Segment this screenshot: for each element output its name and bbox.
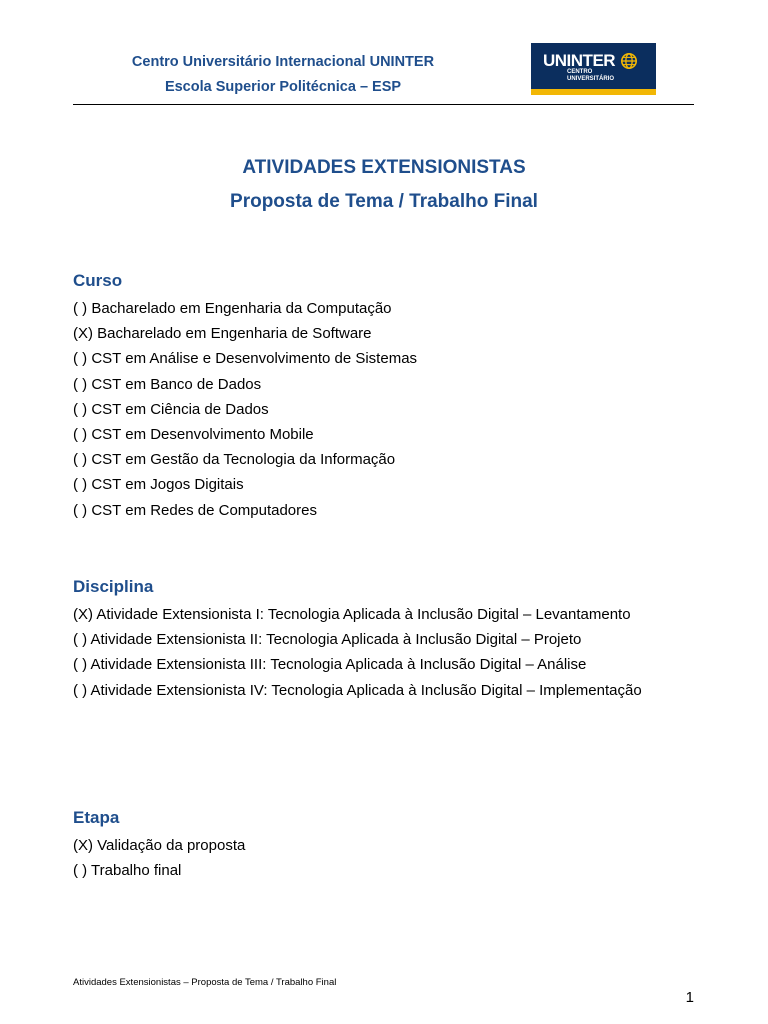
logo-wordmark: UNINTER — [543, 51, 616, 70]
footer-text: Atividades Extensionistas – Proposta de Tema / Trabalho Final — [73, 977, 337, 988]
curso-item: ( ) CST em Gestão da Tecnologia da Informação — [73, 451, 396, 469]
curso-item: ( ) CST em Banco de Dados — [73, 375, 262, 393]
curso-item: ( ) CST em Redes de Computadores — [73, 501, 317, 519]
disciplina-item: ( ) Atividade Extensionista III: Tecnologia Aplicada à Inclusão Digital – Análise — [73, 656, 587, 674]
curso-item: ( ) Bacharelado em Engenharia da Computação — [73, 300, 392, 317]
disciplina-list — [73, 602, 642, 703]
logo-subtitle: CENTRO UNIVERSITÁRIO — [567, 69, 615, 82]
curso-item: ( ) CST em Ciência de Dados — [73, 400, 269, 418]
disciplina-item: ( ) Atividade Extensionista II: Tecnologia Aplicada à Inclusão Digital – Projeto — [73, 631, 582, 649]
curso-item: ( ) CST em Desenvolvimento Mobile — [73, 426, 314, 444]
disciplina-heading: Disciplina — [73, 577, 154, 596]
disciplina-item: (X) Atividade Extensionista I: Tecnologia Aplicada à Inclusão Digital – Levantamento — [73, 606, 631, 623]
curso-item: ( ) CST em Análise e Desenvolvimento de Sistemas — [73, 350, 418, 368]
title-line-1: ATIVIDADES EXTENSIONISTAS — [242, 157, 526, 178]
etapa-item: ( ) Trabalho final — [73, 862, 182, 880]
school-name: Escola Superior Politécnica – ESP — [164, 79, 402, 95]
title-line-2: Proposta de Tema / Trabalho Final — [230, 191, 538, 212]
etapa-heading: Etapa — [73, 808, 120, 827]
globe-icon — [620, 52, 638, 70]
disciplina-item: ( ) Atividade Extensionista IV: Tecnologia Aplicada à Inclusão Digital – Implementação — [73, 681, 642, 699]
curso-item: (X) Bacharelado em Engenharia de Software — [73, 325, 372, 343]
curso-heading: Curso — [73, 271, 123, 290]
page-number: 1 — [685, 989, 694, 1006]
header-text — [73, 50, 493, 100]
page-header — [73, 0, 694, 105]
etapa-item: (X) Validação da proposta — [73, 837, 246, 854]
curso-item: ( ) CST em Jogos Digitais — [73, 476, 244, 494]
document-title — [0, 151, 768, 219]
etapa-list — [73, 833, 245, 883]
uninter-logo — [531, 43, 656, 95]
institution-name: Centro Universitário Internacional UNINTER — [131, 54, 435, 70]
curso-list — [73, 296, 417, 523]
